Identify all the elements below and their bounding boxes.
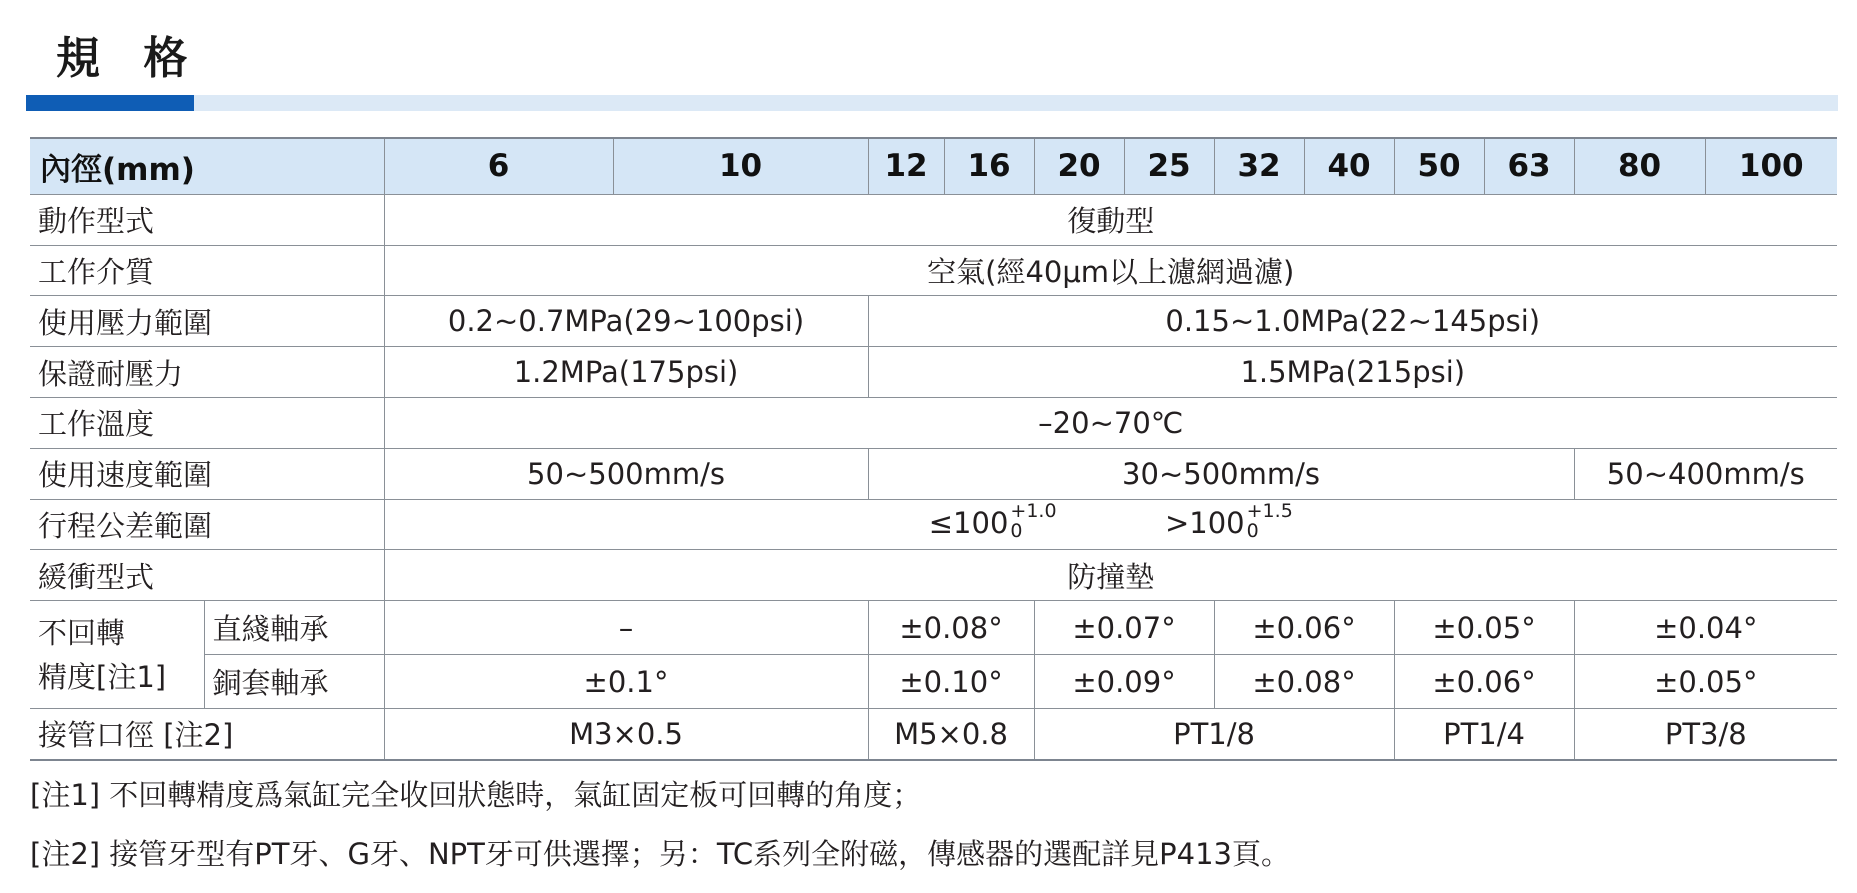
linear-80-100: ±0.04°	[1574, 601, 1837, 655]
title-underline-accent	[26, 95, 194, 111]
tolerance-le-100: ≤100 +1.0 0	[928, 499, 1057, 542]
linear-50-63: ±0.05°	[1394, 601, 1574, 655]
action-label: 動作型式	[30, 194, 384, 245]
linear-32-40: ±0.06°	[1214, 601, 1394, 655]
table-row-proof-pressure	[30, 347, 1837, 398]
bushing-bearing-label: 銅套軸承	[204, 655, 384, 709]
port-80-100: PT3/8	[1574, 708, 1837, 760]
table-row-non-rotation-linear	[30, 601, 1837, 655]
bore-80: 80	[1574, 138, 1705, 194]
table-row-speed-range	[30, 448, 1837, 499]
bore-63: 63	[1484, 138, 1574, 194]
port-50-63: PT1/4	[1394, 708, 1574, 760]
port-12-16: M5×0.8	[868, 708, 1034, 760]
bushing-6-10: ±0.1°	[384, 655, 868, 709]
non-rotation-label: 不回轉 精度[注1]	[30, 601, 204, 709]
medium-value: 空氣(經40μm以上濾網過濾)	[384, 245, 1837, 296]
title-underline	[26, 95, 1838, 111]
speed-range-large: 50~400mm/s	[1574, 448, 1837, 499]
bore-12: 12	[868, 138, 944, 194]
pressure-range-small: 0.2~0.7MPa(29~100psi)	[384, 296, 868, 347]
speed-range-mid: 30~500mm/s	[868, 448, 1574, 499]
bushing-12-16: ±0.10°	[868, 655, 1034, 709]
header-row	[30, 138, 1837, 194]
bushing-32-40: ±0.08°	[1214, 655, 1394, 709]
table-row-stroke-tolerance	[30, 499, 1837, 550]
medium-label: 工作介質	[30, 245, 384, 296]
bushing-50-63: ±0.06°	[1394, 655, 1574, 709]
linear-20-25: ±0.07°	[1034, 601, 1214, 655]
bore-32: 32	[1214, 138, 1304, 194]
table-row-non-rotation-bushing	[30, 655, 1837, 709]
bore-10: 10	[613, 138, 868, 194]
linear-bearing-label: 直綫軸承	[204, 601, 384, 655]
page-title: 規 格	[56, 33, 202, 84]
proof-pressure-label: 保證耐壓力	[30, 347, 384, 398]
cushion-value: 防撞墊	[384, 550, 1837, 601]
stroke-tolerance-value	[384, 499, 1837, 550]
table-row-medium	[30, 245, 1837, 296]
footnote-1: [注1] 不回轉精度爲氣缸完全收回狀態時，氣缸固定板可回轉的角度；	[30, 778, 922, 812]
bore-16: 16	[944, 138, 1034, 194]
bushing-80-100: ±0.05°	[1574, 655, 1837, 709]
port-20-40: PT1/8	[1034, 708, 1394, 760]
speed-range-label: 使用速度範圍	[30, 448, 384, 499]
table-row-pressure-range	[30, 296, 1837, 347]
bore-50: 50	[1394, 138, 1484, 194]
temperature-label: 工作溫度	[30, 398, 384, 449]
action-value: 復動型	[384, 194, 1837, 245]
cushion-label: 緩衝型式	[30, 550, 384, 601]
table-row-temperature	[30, 398, 1837, 449]
stroke-tolerance-label: 行程公差範圍	[30, 499, 384, 550]
temperature-value: –20~70℃	[384, 398, 1837, 449]
pressure-range-large: 0.15~1.0MPa(22~145psi)	[868, 296, 1837, 347]
spec-table	[30, 137, 1837, 761]
tolerance-gt-100: >100 +1.5 0	[1164, 499, 1293, 542]
proof-pressure-small: 1.2MPa(175psi)	[384, 347, 868, 398]
table-row-action	[30, 194, 1837, 245]
bore-25: 25	[1124, 138, 1214, 194]
speed-range-small: 50~500mm/s	[384, 448, 868, 499]
bore-6: 6	[384, 138, 613, 194]
bore-100: 100	[1705, 138, 1837, 194]
footnote-2: [注2] 接管牙型有PT牙、G牙、NPT牙可供選擇；另：TC系列全附磁，傳感器的選配詳見P413頁。	[30, 837, 1290, 871]
table-row-port	[30, 708, 1837, 760]
bore-40: 40	[1304, 138, 1394, 194]
proof-pressure-large: 1.5MPa(215psi)	[868, 347, 1837, 398]
port-label: 接管口徑 [注2]	[30, 708, 384, 760]
linear-6-10: –	[384, 601, 868, 655]
table-row-cushion	[30, 550, 1837, 601]
bushing-20-25: ±0.09°	[1034, 655, 1214, 709]
pressure-range-label: 使用壓力範圍	[30, 296, 384, 347]
bore-label: 內徑(mm)	[30, 138, 384, 194]
port-6-10: M3×0.5	[384, 708, 868, 760]
linear-12-16: ±0.08°	[868, 601, 1034, 655]
bore-20: 20	[1034, 138, 1124, 194]
